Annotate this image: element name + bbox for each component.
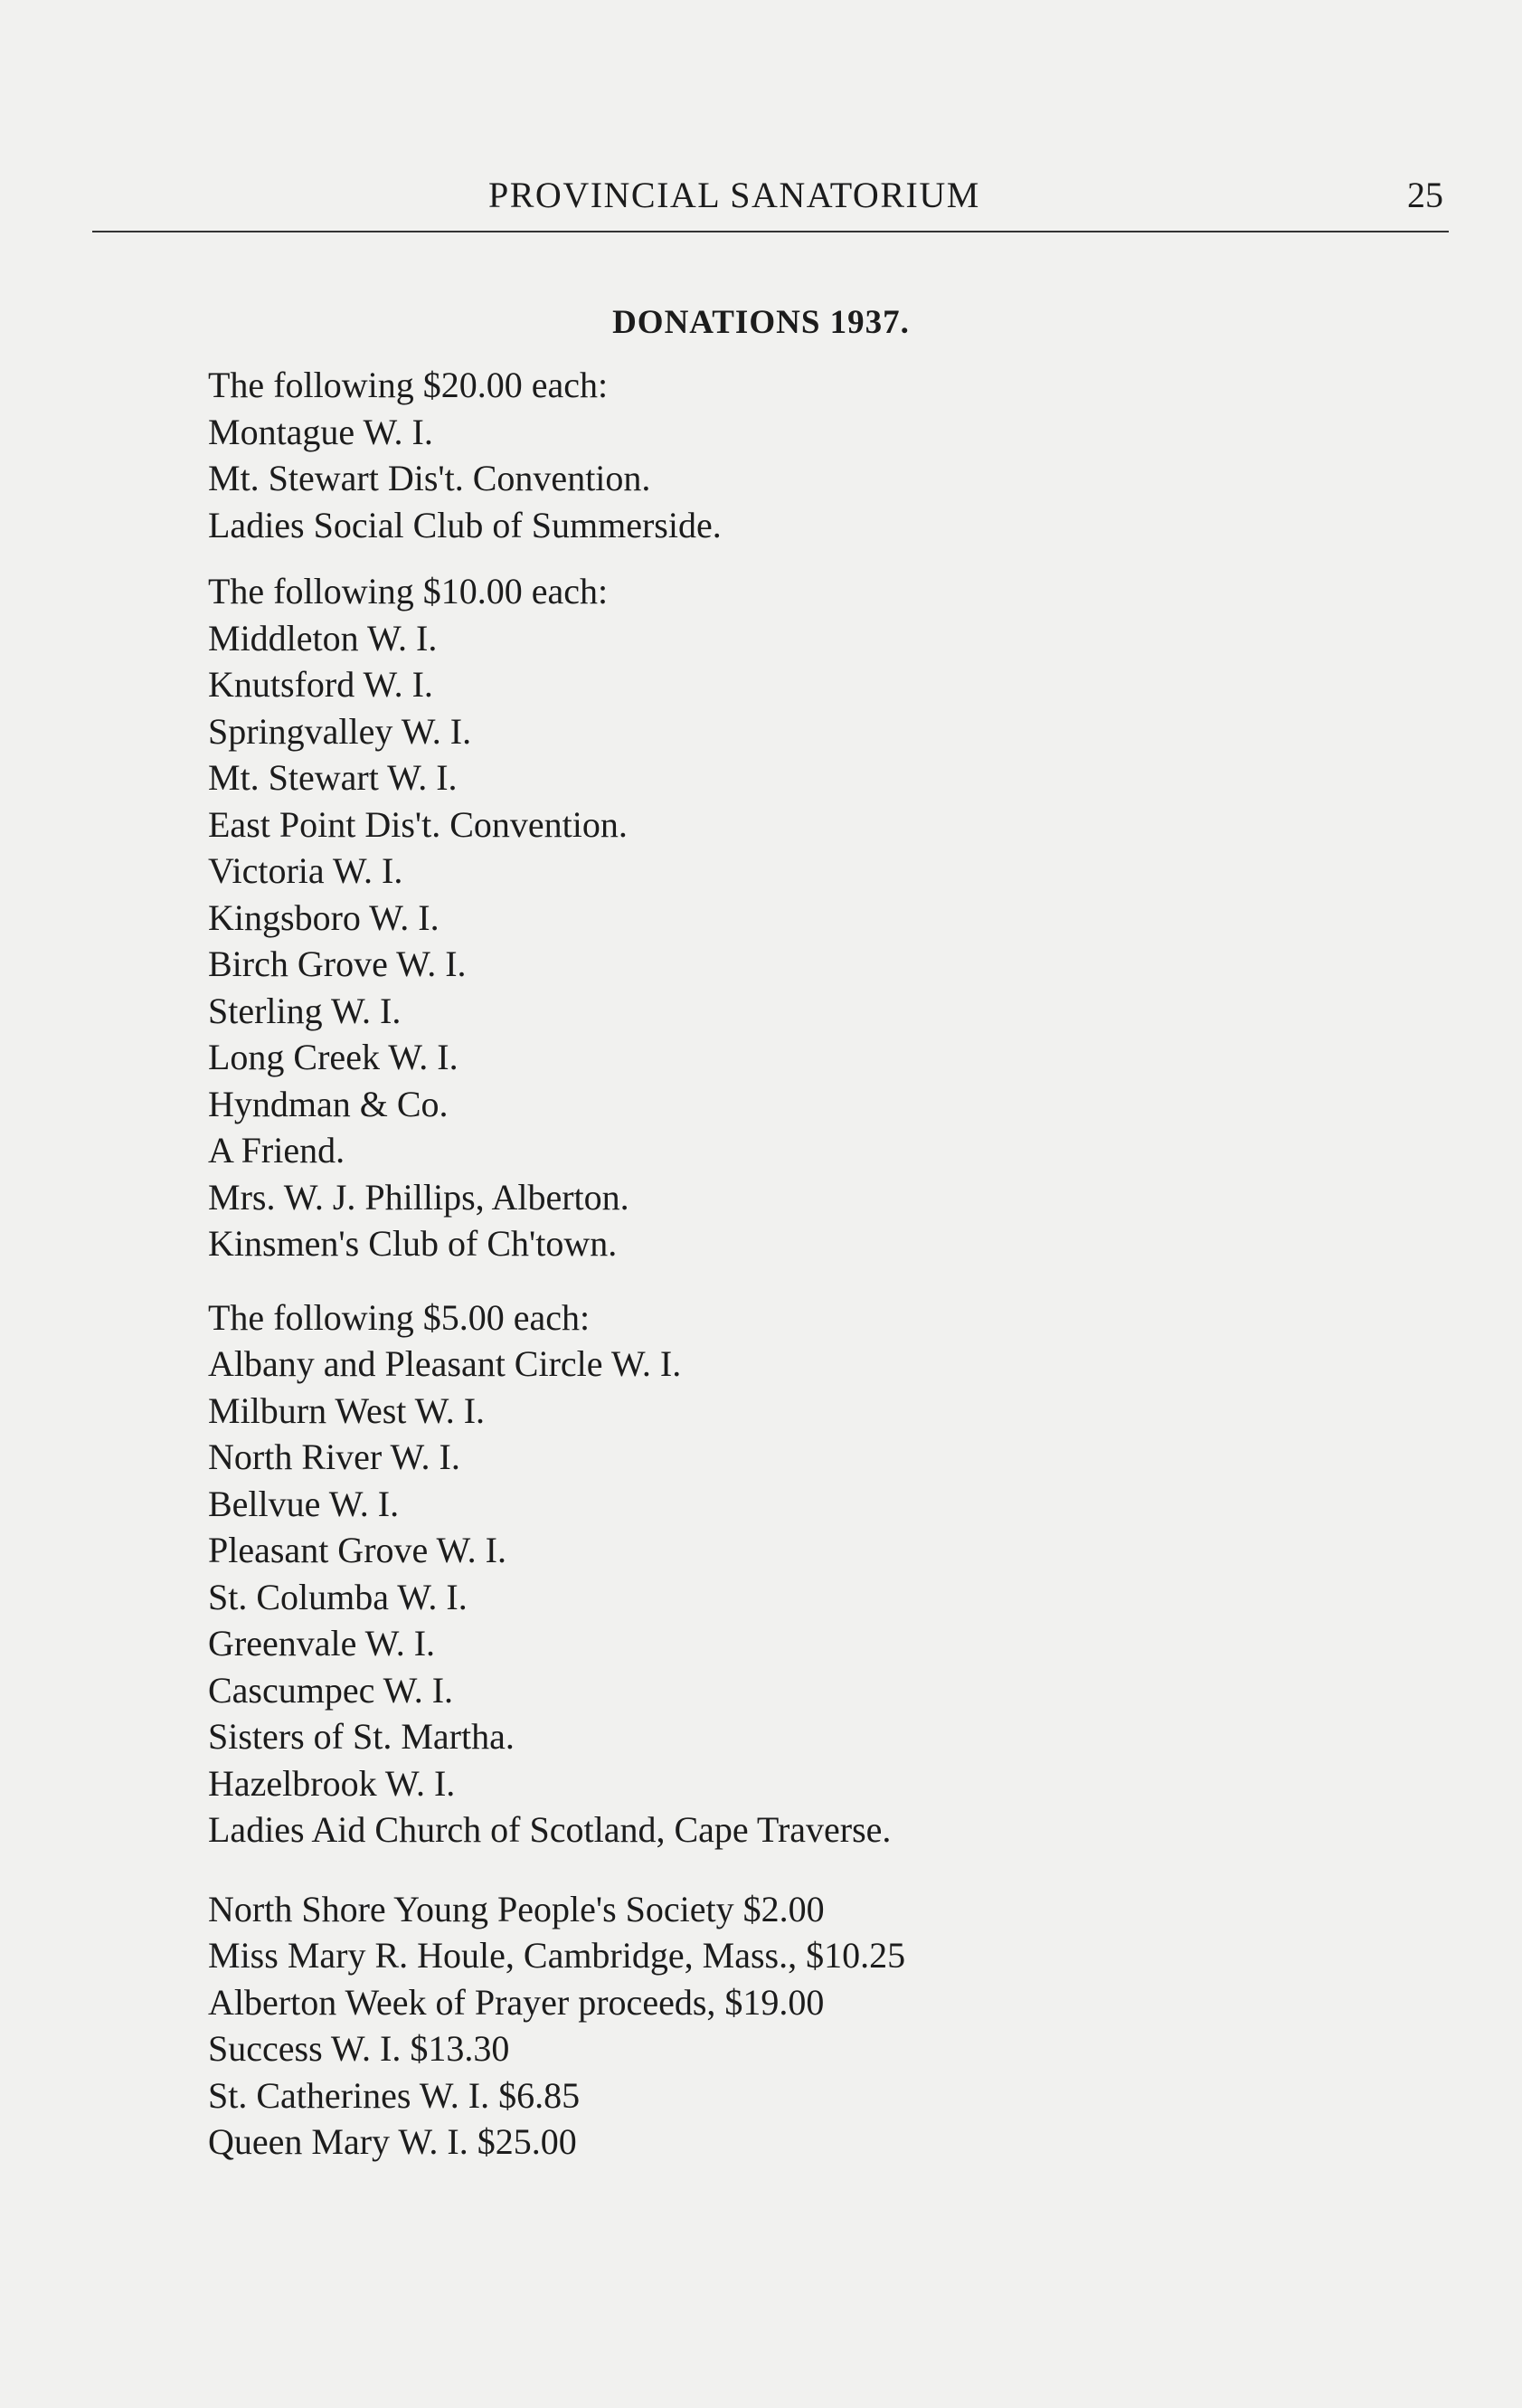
other-donations (208, 1886, 1429, 2166)
list-item: Bellvue W. I. (208, 1483, 400, 1524)
list-item: North Shore Young People's Society $2.00 (208, 1888, 825, 1929)
group-heading: The following $20.00 each: (208, 365, 609, 405)
running-title: PROVINCIAL SANATORIUM (488, 175, 980, 215)
list-item: Queen Mary W. I. $25.00 (208, 2121, 577, 2162)
spacer (208, 1267, 1429, 1294)
list-item: East Point Dis't. Convention. (208, 803, 628, 845)
list-item: Hyndman & Co. (208, 1083, 449, 1124)
list-item: Cascumpec W. I. (208, 1669, 454, 1711)
list-item: North River W. I. (208, 1436, 460, 1477)
list-item: Greenvale W. I. (208, 1623, 436, 1664)
header-rule (92, 231, 1449, 232)
list-item: A Friend. (208, 1130, 345, 1171)
list-item: Mt. Stewart W. I. (208, 757, 458, 798)
list-item: Milburn West W. I. (208, 1389, 486, 1431)
list-item: Birch Grove W. I. (208, 943, 467, 984)
list-item: Kinsmen's Club of Ch'town. (208, 1223, 618, 1264)
list-item: Hazelbrook W. I. (208, 1762, 456, 1804)
list-item: Miss Mary R. Houle, Cambridge, Mass., $10.25 (208, 1935, 906, 1976)
list-item: St. Catherines W. I. $6.85 (208, 2074, 581, 2116)
list-item: Victoria W. I. (208, 850, 403, 891)
donation-group-5 (208, 1294, 1429, 1853)
group-heading: The following $5.00 each: (208, 1296, 591, 1338)
donations-list (208, 362, 1429, 2166)
list-item: St. Columba W. I. (208, 1576, 468, 1617)
list-item: Long Creek W. I. (208, 1037, 458, 1077)
list-item: Kingsboro W. I. (208, 896, 440, 938)
list-item: Mt. Stewart Dis't. Convention. (208, 458, 651, 498)
list-item: Knutsford W. I. (208, 664, 433, 705)
page-number: 25 (1407, 175, 1443, 215)
page-title: DONATIONS 1937. (612, 304, 910, 341)
spacer (208, 1853, 1429, 1886)
list-item: Success W. I. $13.30 (208, 2028, 510, 2069)
list-item: Alberton Week of Prayer proceeds, $19.00 (208, 1981, 825, 2023)
spacer (208, 548, 1429, 568)
group-heading: The following $10.00 each: (208, 571, 609, 611)
donation-group-20 (208, 362, 1429, 548)
donation-group-10 (208, 568, 1429, 1267)
list-item: Montague W. I. (208, 411, 433, 452)
list-item: Albany and Pleasant Circle W. I. (208, 1343, 682, 1384)
list-item: Middleton W. I. (208, 617, 438, 659)
list-item: Ladies Aid Church of Scotland, Cape Traverse. (208, 1809, 892, 1850)
list-item: Ladies Social Club of Summerside. (208, 504, 722, 545)
list-item: Sterling W. I. (208, 990, 402, 1031)
list-item: Springvalley W. I. (208, 710, 472, 752)
running-head (0, 174, 1522, 219)
list-item: Mrs. W. J. Phillips, Alberton. (208, 1176, 629, 1218)
list-item: Pleasant Grove W. I. (208, 1530, 506, 1570)
list-item: Sisters of St. Martha. (208, 1716, 515, 1757)
